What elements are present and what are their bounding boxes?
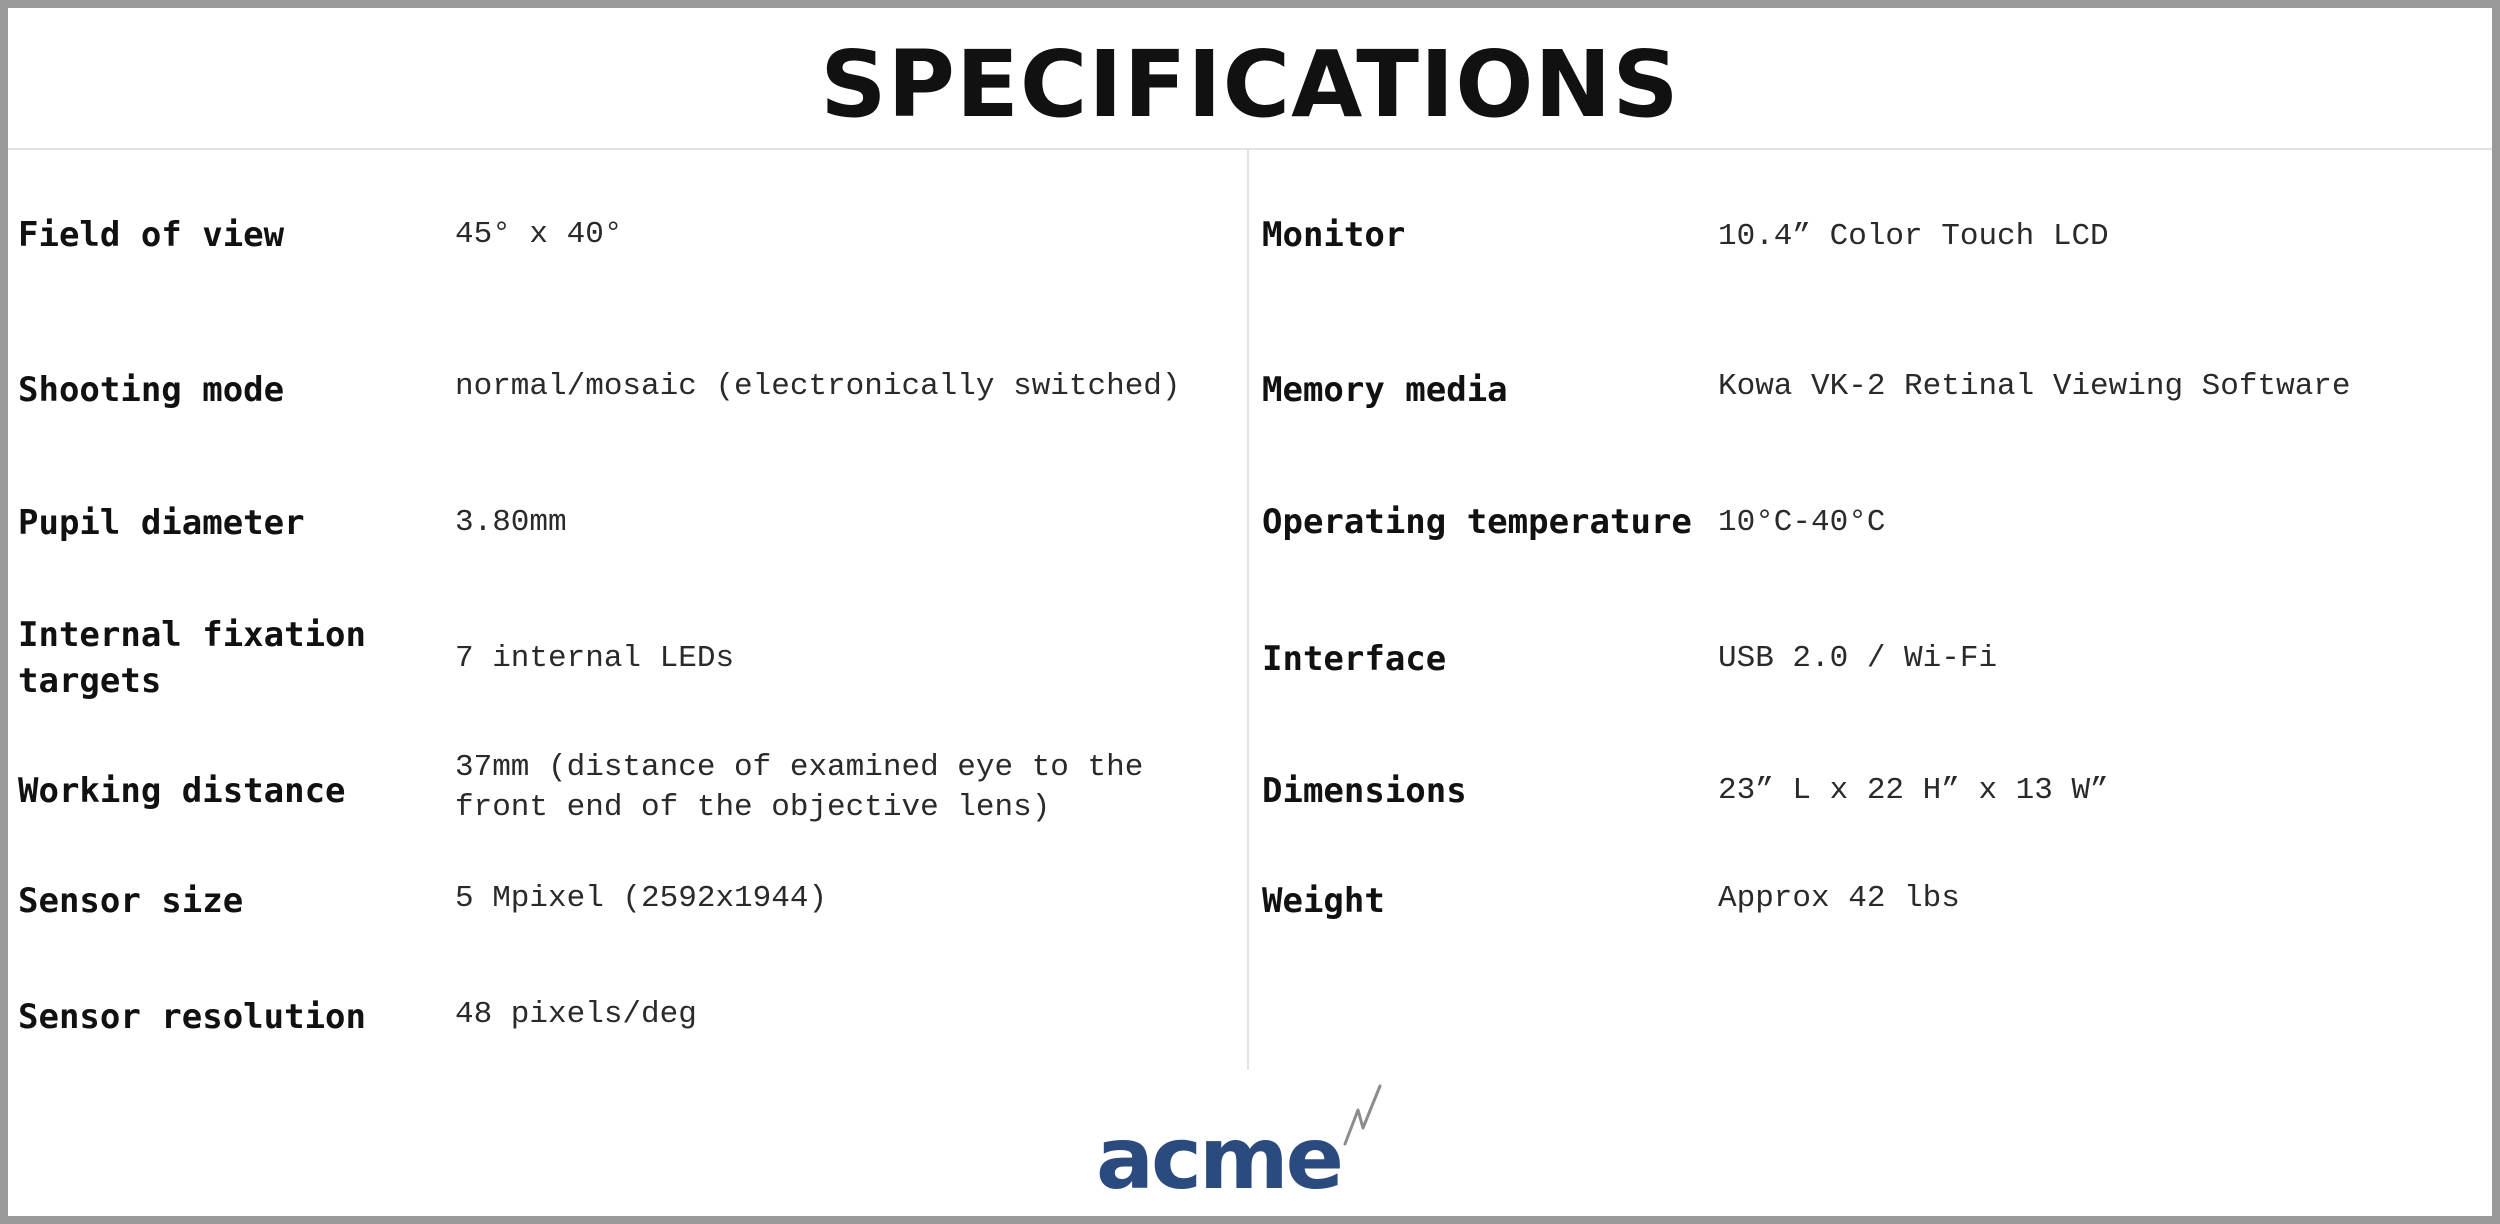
spec-label-dimensions: Dimensions xyxy=(1262,771,1467,811)
spec-value-working-distance: 37mm (distance of examined eye to the front end of the objective lens) xyxy=(455,750,1144,825)
acme-logo xyxy=(1090,1080,1410,1200)
spec-value-monitor: 10.4” Color Touch LCD xyxy=(1718,219,2109,254)
spec-label-memory-media: Memory media xyxy=(1262,370,1508,410)
spec-label-pupil-diameter: Pupil diameter xyxy=(18,503,305,543)
spec-value-pupil-diameter: 3.80mm xyxy=(455,505,567,540)
spec-label-field-of-view: Field of view xyxy=(18,215,285,255)
spec-value-interface: USB 2.0 / Wi-Fi xyxy=(1718,641,1998,676)
column-divider xyxy=(1247,150,1249,1070)
spec-label-sensor-resolution: Sensor resolution xyxy=(18,997,366,1037)
logo-wordmark: acme xyxy=(1096,1109,1341,1200)
title-divider xyxy=(8,148,2492,150)
spec-value-field-of-view: 45° x 40° xyxy=(455,217,623,252)
spec-label-interface: Interface xyxy=(1262,639,1447,679)
spec-label-internal-fixation-targets: Internal fixation targets xyxy=(18,615,366,701)
page-title: SPECIFICATIONS xyxy=(820,31,1680,138)
spec-value-sensor-resolution: 48 pixels/deg xyxy=(455,997,697,1032)
spec-label-monitor: Monitor xyxy=(1262,215,1406,255)
spec-value-sensor-size: 5 Mpixel (2592x1944) xyxy=(455,881,828,916)
spec-label-shooting-mode: Shooting mode xyxy=(18,370,285,410)
spec-value-operating-temperature: 10°C-40°C xyxy=(1718,505,1886,540)
spec-value-shooting-mode: normal/mosaic (electronically switched) xyxy=(455,369,1181,404)
spec-value-dimensions: 23” L x 22 H” x 13 W” xyxy=(1718,773,2109,808)
spec-value-internal-fixation-targets: 7 internal LEDs xyxy=(455,641,735,676)
spec-value-memory-media: Kowa VK-2 Retinal Viewing Software xyxy=(1718,369,2351,404)
spec-label-working-distance: Working distance xyxy=(18,771,346,811)
spec-label-operating-temperature: Operating temperature xyxy=(1262,502,1692,542)
spec-value-weight: Approx 42 lbs xyxy=(1718,881,1960,916)
waveform-icon xyxy=(1345,1086,1380,1144)
spec-label-weight: Weight xyxy=(1262,881,1385,921)
spec-label-sensor-size: Sensor size xyxy=(18,881,244,921)
